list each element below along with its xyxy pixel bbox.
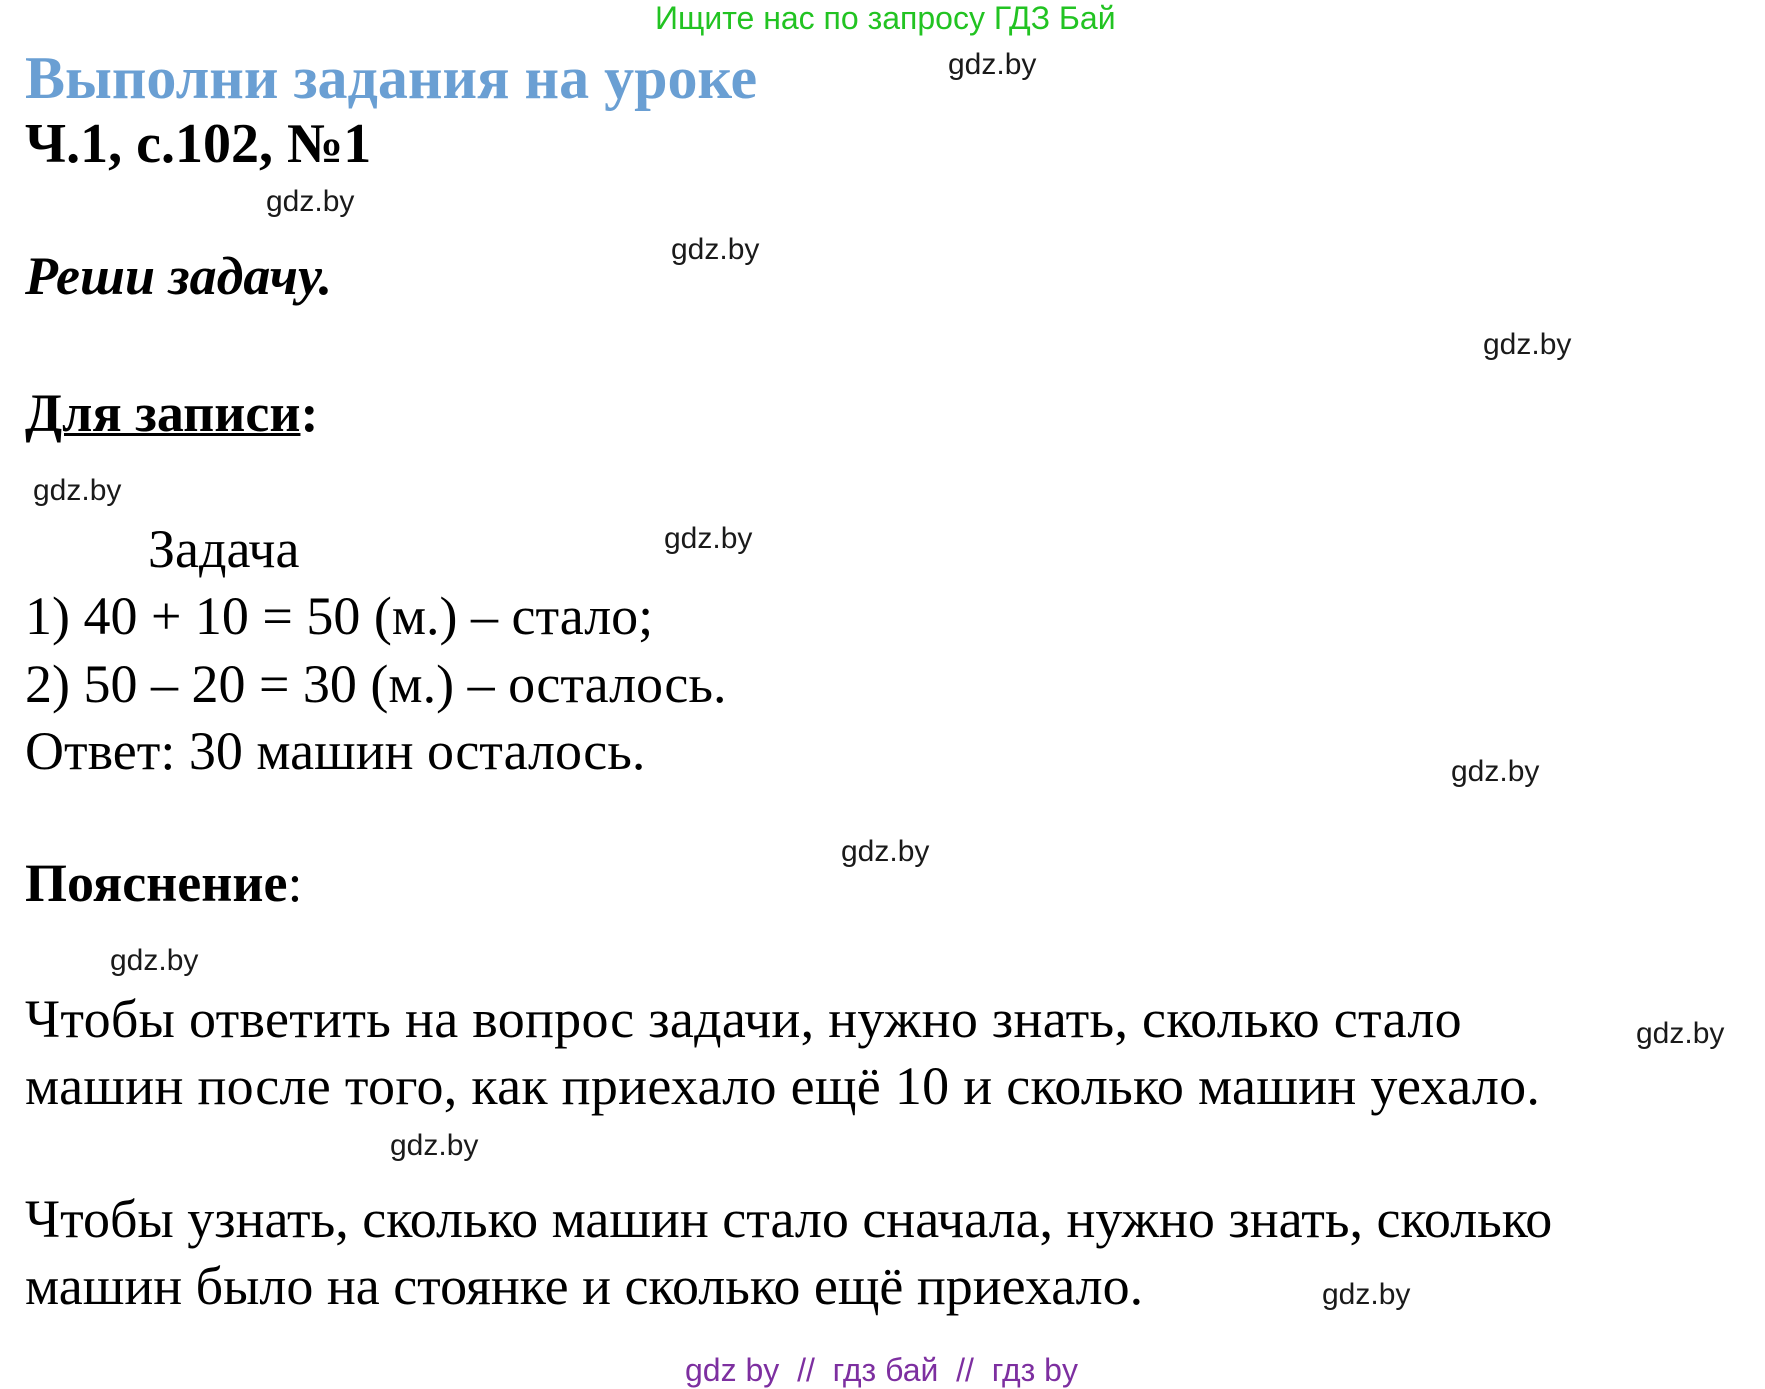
- watermark: gdz.by: [266, 185, 355, 218]
- solution-step-1: 1) 40 + 10 = 50 (м.) – стало;: [25, 586, 654, 646]
- explanation-heading-label: Пояснение: [25, 853, 288, 913]
- watermark: gdz.by: [664, 522, 753, 555]
- solution-answer: Ответ: 30 машин осталось.: [25, 721, 646, 781]
- lesson-title: Выполни задания на уроке: [25, 45, 758, 111]
- paragraph-2-line-1: Чтобы узнать, сколько машин стало сначала, нужно знать, сколько: [25, 1189, 1553, 1249]
- watermark: gdz.by: [1483, 328, 1572, 361]
- record-heading: [25, 382, 318, 444]
- watermark: gdz.by: [1451, 755, 1540, 788]
- watermark: gdz.by: [841, 835, 930, 868]
- watermark: gdz.by: [948, 48, 1037, 81]
- solution-step-2: 2) 50 – 20 = 30 (м.) – осталось.: [25, 654, 727, 714]
- watermark: gdz.by: [671, 233, 760, 266]
- explanation-heading: [25, 852, 302, 914]
- footer: gdz by // гдз бай // гдз by: [685, 1352, 1078, 1388]
- watermark: gdz.by: [390, 1129, 479, 1162]
- paragraph-1-line-2: машин после того, как приехало ещё 10 и сколько машин уехало.: [25, 1056, 1541, 1116]
- record-heading-colon: :: [300, 383, 319, 443]
- watermark: gdz.by: [1636, 1017, 1725, 1050]
- watermark: gdz.by: [110, 944, 199, 977]
- record-heading-label: Для записи: [25, 383, 301, 443]
- explanation-heading-colon: :: [287, 853, 303, 913]
- watermark: gdz.by: [1322, 1278, 1411, 1311]
- solution-title: Задача: [148, 519, 300, 579]
- paragraph-2-line-2: машин было на стоянке и сколько ещё приехало.: [25, 1256, 1144, 1316]
- top-banner: Ищите нас по запросу ГДЗ Бай: [655, 0, 1116, 36]
- paragraph-1-line-1: Чтобы ответить на вопрос задачи, нужно знать, сколько стало: [25, 989, 1462, 1049]
- page-reference: Ч.1, с.102, №1: [25, 113, 372, 175]
- watermark: gdz.by: [33, 474, 122, 507]
- task-heading: Реши задачу.: [25, 246, 333, 306]
